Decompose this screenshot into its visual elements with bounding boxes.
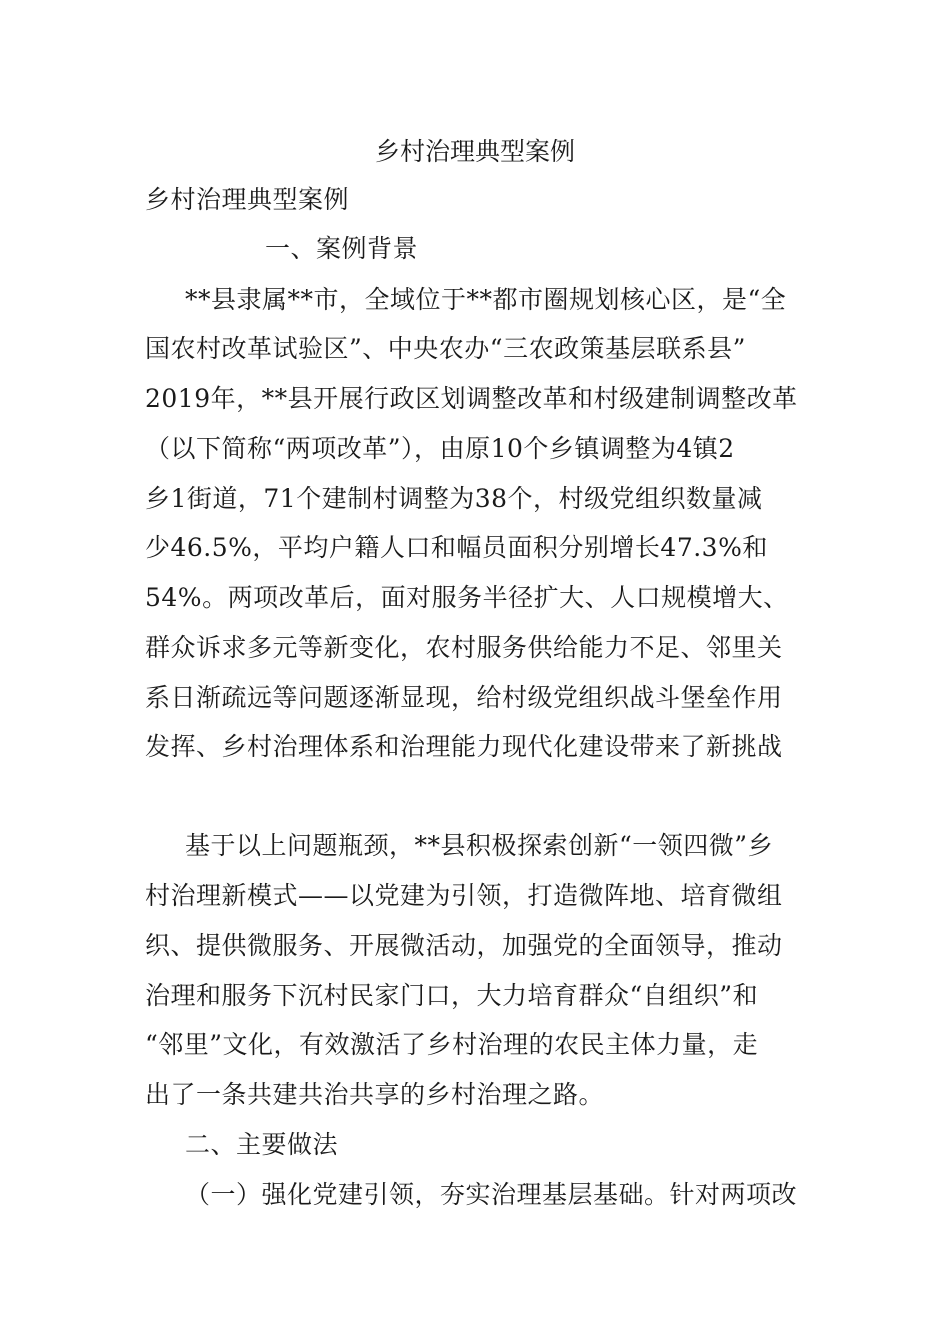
paragraph-line: **县隶属**市，全域位于**都市圈规划核心区，是“全 xyxy=(185,285,787,314)
paragraph-line: 2019年，**县开展行政区划调整改革和村级建制调整改革 xyxy=(145,384,798,413)
paragraph-line: 少46.5%，平均户籍人口和幅员面积分别增长47.3%和 xyxy=(145,533,768,562)
paragraph-line: 乡1街道，71个建制村调整为38个，村级党组织数量减 xyxy=(145,484,763,513)
paragraph-line: “邻里”文化，有效激活了乡村治理的农民主体力量，走 xyxy=(145,1030,759,1059)
paragraph-line: 村治理新模式——以党建为引领，打造微阵地、培育微组 xyxy=(145,881,783,910)
paragraph-line: 出了一条共建共治共享的乡村治理之路。 xyxy=(145,1080,605,1109)
paragraph-line: 治理和服务下沉村民家门口，大力培育群众“自组织”和 xyxy=(145,981,759,1010)
paragraph-line: （以下简称“两项改革”），由原10个乡镇调整为4镇2 xyxy=(145,434,735,463)
paragraph-line: 54%。两项改革后，面对服务半径扩大、人口规模增大、 xyxy=(145,583,789,612)
paragraph-line: 国农村改革试验区”、中央农办“三农政策基层联系县” xyxy=(145,334,746,363)
paragraph-line: （一）强化党建引领，夯实治理基层基础。针对两项改 xyxy=(185,1180,798,1209)
paragraph-line: 发挥、乡村治理体系和治理能力现代化建设带来了新挑战 xyxy=(145,732,783,761)
section-heading-practices: 二、主要做法 xyxy=(185,1130,339,1159)
document-subtitle: 乡村治理典型案例 xyxy=(145,185,350,214)
section-heading-background: 一、案例背景 xyxy=(265,234,419,263)
paragraph-line: 织、提供微服务、开展微活动，加强党的全面领导，推动 xyxy=(145,931,783,960)
document-title: 乡村治理典型案例 xyxy=(374,137,575,166)
paragraph-line: 群众诉求多元等新变化，农村服务供给能力不足、邻里关 xyxy=(145,633,783,662)
paragraph-line: 系日渐疏远等问题逐渐显现，给村级党组织战斗堡垒作用 xyxy=(145,683,783,712)
paragraph-line: 基于以上问题瓶颈，**县积极探索创新“一领四微”乡 xyxy=(185,831,774,860)
